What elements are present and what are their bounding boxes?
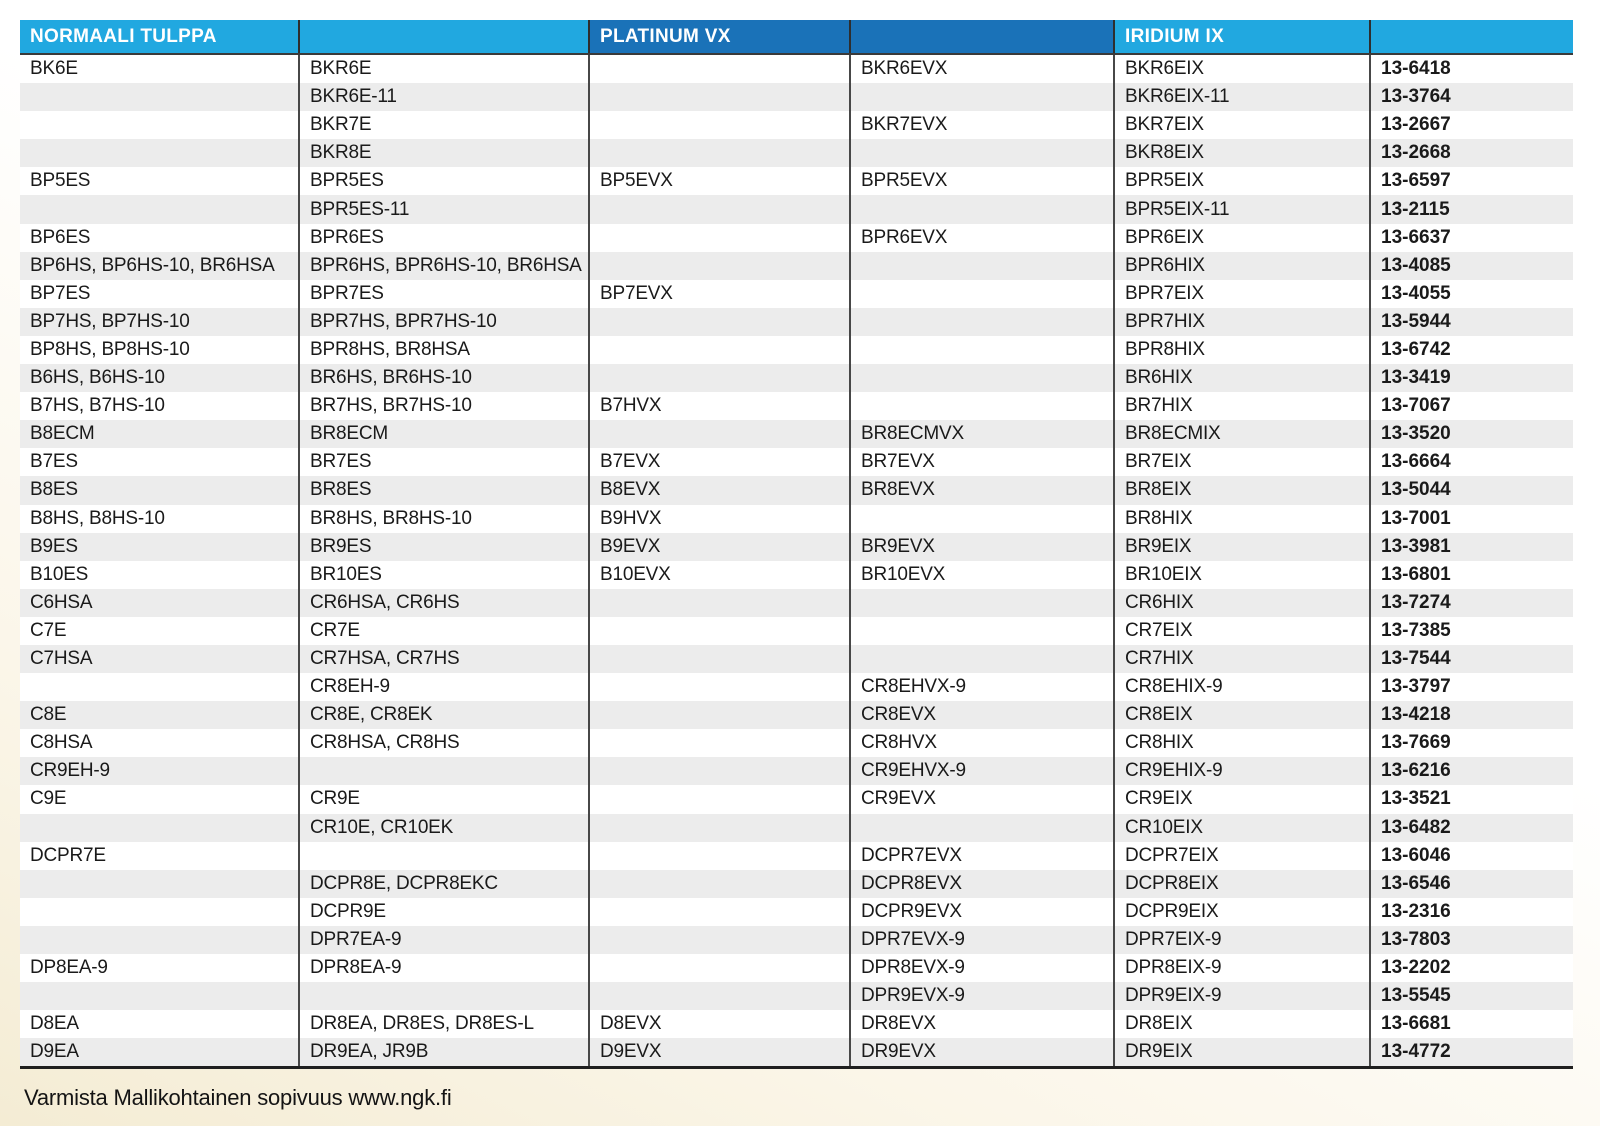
table-cell: BK6E: [20, 55, 300, 83]
table-cell: BKR8EIX: [1115, 139, 1371, 167]
table-cell: 13-5044: [1381, 479, 1451, 501]
table-cell: 13-2316: [1381, 900, 1451, 922]
table-cell: [851, 308, 1115, 336]
table-cell: DPR9EIX-9: [1115, 982, 1371, 1010]
table-cell: 13-6418: [1381, 58, 1451, 80]
table-cell: [851, 336, 1115, 364]
table-cell: [590, 83, 851, 111]
table-header-row: [20, 20, 1573, 55]
table-cell: BR7HS, BR7HS-10: [300, 392, 590, 420]
table-cell: BR8ES: [300, 476, 590, 504]
table-cell: C8HSA: [20, 729, 300, 757]
table-cell: [300, 982, 590, 1010]
table-cell: CR7HSA, CR7HS: [300, 645, 590, 673]
table-cell: DCPR8E, DCPR8EKC: [300, 870, 590, 898]
table-row: [20, 139, 1573, 167]
table-cell: 13-7001: [1381, 507, 1451, 529]
table-cell: 13-6742: [1381, 338, 1451, 360]
table-cell: [300, 842, 590, 870]
table-cell: CR8EH-9: [300, 673, 590, 701]
table-cell: [590, 814, 851, 842]
table-cell: BPR7HIX: [1115, 308, 1371, 336]
table-cell: BKR6EIX: [1115, 55, 1371, 83]
table-cell: DPR7EIX-9: [1115, 926, 1371, 954]
table-cell: D9EA: [20, 1038, 300, 1066]
table-cell: [590, 252, 851, 280]
table-cell: [20, 870, 300, 898]
table-cell: DPR7EVX-9: [851, 926, 1115, 954]
spark-plug-cross-reference-table: [20, 20, 1573, 1069]
table-cell: BP5EVX: [590, 167, 851, 195]
table-cell: [20, 139, 300, 167]
table-cell: BKR8E: [300, 139, 590, 167]
table-cell: BPR6EVX: [851, 224, 1115, 252]
table-row: [20, 645, 1573, 673]
table-row: [20, 448, 1573, 476]
table-cell: 13-2115: [1381, 198, 1450, 220]
table-cell: 13-7385: [1381, 619, 1451, 641]
table-cell: CR8HSA, CR8HS: [300, 729, 590, 757]
column-header-normaali-tulppa: NORMAALI TULPPA: [20, 20, 300, 53]
table-row: [20, 729, 1573, 757]
column-header-iridium-ix: IRIDIUM IX: [1115, 20, 1371, 53]
table-cell: BPR6EIX: [1115, 224, 1371, 252]
table-cell: BP7ES: [20, 280, 300, 308]
column-header-spacer-2: [851, 20, 1115, 53]
table-cell: [851, 645, 1115, 673]
table-cell: [590, 842, 851, 870]
table-cell: BPR5EIX-11: [1115, 195, 1371, 223]
table-cell: DCPR8EVX: [851, 870, 1115, 898]
table-cell: 13-3981: [1381, 535, 1451, 557]
table-cell: [590, 757, 851, 785]
table-cell: BKR6EVX: [851, 55, 1115, 83]
table-cell: CR9EHVX-9: [851, 757, 1115, 785]
table-cell: [20, 898, 300, 926]
table-cell: CR8E, CR8EK: [300, 701, 590, 729]
table-row: [20, 617, 1573, 645]
table-cell: [851, 505, 1115, 533]
table-cell: [851, 814, 1115, 842]
table-cell: [590, 898, 851, 926]
table-cell: D8EVX: [590, 1010, 851, 1038]
table-cell: BPR6HS, BPR6HS-10, BR6HSA: [300, 252, 590, 280]
table-cell: CR9EVX: [851, 785, 1115, 813]
table-cell: B8HS, B8HS-10: [20, 505, 300, 533]
table-cell: D9EVX: [590, 1038, 851, 1066]
table-cell: BP7EVX: [590, 280, 851, 308]
table-cell: BPR5ES: [300, 167, 590, 195]
table-cell: DCPR9EIX: [1115, 898, 1371, 926]
table-cell: 13-3520: [1381, 423, 1451, 445]
table-cell: CR8EHVX-9: [851, 673, 1115, 701]
table-cell: [20, 814, 300, 842]
table-cell: [590, 364, 851, 392]
footer-note: Varmista Mallikohtainen sopivuus www.ngk.fi: [24, 1085, 452, 1110]
table-cell: 13-2202: [1381, 957, 1451, 979]
table-cell: CR8HIX: [1115, 729, 1371, 757]
table-row: [20, 533, 1573, 561]
table-cell: 13-4055: [1381, 282, 1451, 304]
table-cell: B9ES: [20, 533, 300, 561]
table-cell: C6HSA: [20, 589, 300, 617]
column-header-spacer-1: [300, 20, 590, 53]
table-cell: BP6ES: [20, 224, 300, 252]
table-cell: BR10ES: [300, 561, 590, 589]
table-cell: BR9EVX: [851, 533, 1115, 561]
table-cell: 13-6046: [1381, 844, 1451, 866]
table-cell: [590, 982, 851, 1010]
table-cell: DPR8EIX-9: [1115, 954, 1371, 982]
table-cell: [851, 589, 1115, 617]
table-cell: [20, 673, 300, 701]
table-cell: [590, 55, 851, 83]
table-row: [20, 195, 1573, 223]
table-row: [20, 476, 1573, 504]
table-cell: BP7HS, BP7HS-10: [20, 308, 300, 336]
table-cell: [590, 870, 851, 898]
table-cell: BKR7EIX: [1115, 111, 1371, 139]
table-cell: BP5ES: [20, 167, 300, 195]
table-cell: BR8EVX: [851, 476, 1115, 504]
table-cell: BPR7EIX: [1115, 280, 1371, 308]
table-cell: BKR7E: [300, 111, 590, 139]
table-cell: [590, 111, 851, 139]
table-cell: 13-2667: [1381, 114, 1451, 136]
table-cell: BP6HS, BP6HS-10, BR6HSA: [20, 252, 300, 280]
table-cell: CR7E: [300, 617, 590, 645]
table-cell: B10EVX: [590, 561, 851, 589]
table-cell: BR6HS, BR6HS-10: [300, 364, 590, 392]
table-cell: DPR8EVX-9: [851, 954, 1115, 982]
table-cell: BR9EIX: [1115, 533, 1371, 561]
table-cell: CR7EIX: [1115, 617, 1371, 645]
table-cell: BR8ECMVX: [851, 420, 1115, 448]
table-cell: [20, 982, 300, 1010]
table-cell: [590, 673, 851, 701]
table-cell: 13-7067: [1381, 395, 1451, 417]
table-cell: BR7EIX: [1115, 448, 1371, 476]
table-cell: BPR7HS, BPR7HS-10: [300, 308, 590, 336]
table-cell: 13-3764: [1381, 86, 1451, 108]
table-row: [20, 420, 1573, 448]
table-cell: 13-6681: [1381, 1013, 1451, 1035]
table-cell: [300, 757, 590, 785]
table-cell: 13-7274: [1381, 591, 1451, 613]
table-cell: DR9EVX: [851, 1038, 1115, 1066]
table-cell: DCPR7EVX: [851, 842, 1115, 870]
table-row: [20, 589, 1573, 617]
table-cell: BPR8HS, BR8HSA: [300, 336, 590, 364]
column-header-spacer-3: [1371, 20, 1573, 53]
table-cell: [20, 926, 300, 954]
table-row: [20, 111, 1573, 139]
table-cell: [851, 252, 1115, 280]
table-cell: CR8EVX: [851, 701, 1115, 729]
table-cell: [590, 617, 851, 645]
table-cell: B8EVX: [590, 476, 851, 504]
table-row: [20, 785, 1573, 813]
table-row: [20, 224, 1573, 252]
table-cell: CR8EHIX-9: [1115, 673, 1371, 701]
table-cell: 13-6597: [1381, 170, 1451, 192]
table-cell: [590, 645, 851, 673]
table-cell: BR8ECM: [300, 420, 590, 448]
table-cell: DR8EIX: [1115, 1010, 1371, 1038]
table-cell: [590, 336, 851, 364]
table-row: [20, 505, 1573, 533]
table-cell: DPR7EA-9: [300, 926, 590, 954]
table-row: [20, 83, 1573, 111]
table-cell: 13-3521: [1381, 788, 1451, 810]
table-row: [20, 842, 1573, 870]
table-cell: [20, 111, 300, 139]
table-cell: B7HS, B7HS-10: [20, 392, 300, 420]
table-cell: [590, 139, 851, 167]
table-cell: CR10EIX: [1115, 814, 1371, 842]
column-header-platinum-vx: PLATINUM VX: [590, 20, 851, 53]
table-cell: BPR5ES-11: [300, 195, 590, 223]
table-cell: [590, 729, 851, 757]
table-cell: CR9E: [300, 785, 590, 813]
table-cell: BR7EVX: [851, 448, 1115, 476]
table-cell: DR8EVX: [851, 1010, 1115, 1038]
table-cell: BPR7ES: [300, 280, 590, 308]
table-cell: 13-6216: [1381, 760, 1451, 782]
table-cell: CR9EIX: [1115, 785, 1371, 813]
table-cell: 13-3419: [1381, 367, 1451, 389]
table-cell: 13-5545: [1381, 985, 1451, 1007]
table-cell: BPR8HIX: [1115, 336, 1371, 364]
table-cell: BPR5EIX: [1115, 167, 1371, 195]
table-cell: BP8HS, BP8HS-10: [20, 336, 300, 364]
table-cell: 13-7544: [1381, 648, 1451, 670]
table-cell: BKR6E-11: [300, 83, 590, 111]
table-row: [20, 280, 1573, 308]
table-cell: 13-6546: [1381, 872, 1451, 894]
table-cell: DPR8EA-9: [300, 954, 590, 982]
table-cell: BKR6EIX-11: [1115, 83, 1371, 111]
table-cell: 13-6801: [1381, 563, 1451, 585]
table-cell: DCPR9EVX: [851, 898, 1115, 926]
table-cell: DR9EA, JR9B: [300, 1038, 590, 1066]
table-cell: [851, 280, 1115, 308]
table-cell: B7ES: [20, 448, 300, 476]
table-row: [20, 757, 1573, 785]
table-cell: 13-5944: [1381, 310, 1451, 332]
table-cell: B7HVX: [590, 392, 851, 420]
table-cell: CR8HVX: [851, 729, 1115, 757]
table-cell: [851, 617, 1115, 645]
table-cell: BR10EVX: [851, 561, 1115, 589]
table-row: [20, 561, 1573, 589]
table-cell: BR6HIX: [1115, 364, 1371, 392]
table-cell: B7EVX: [590, 448, 851, 476]
table-cell: [590, 926, 851, 954]
table-row: [20, 898, 1573, 926]
table-cell: 13-7669: [1381, 732, 1451, 754]
table-cell: DPR9EVX-9: [851, 982, 1115, 1010]
table-cell: BR8HIX: [1115, 505, 1371, 533]
table-cell: [851, 139, 1115, 167]
table-cell: CR7HIX: [1115, 645, 1371, 673]
table-cell: [851, 83, 1115, 111]
table-cell: CR6HIX: [1115, 589, 1371, 617]
table-cell: BR7HIX: [1115, 392, 1371, 420]
table-cell: BR8EIX: [1115, 476, 1371, 504]
table-row: [20, 1038, 1573, 1066]
table-row: [20, 252, 1573, 280]
table-cell: [590, 785, 851, 813]
table-cell: BR8ECMIX: [1115, 420, 1371, 448]
table-row: [20, 870, 1573, 898]
table-cell: B10ES: [20, 561, 300, 589]
table-cell: [590, 589, 851, 617]
table-cell: [851, 195, 1115, 223]
table-cell: BPR6ES: [300, 224, 590, 252]
table-cell: [590, 420, 851, 448]
table-cell: [20, 195, 300, 223]
table-cell: 13-2668: [1381, 142, 1451, 164]
table-cell: BKR6E: [300, 55, 590, 83]
table-row: [20, 982, 1573, 1010]
table-cell: CR9EH-9: [20, 757, 300, 785]
table-cell: DCPR7EIX: [1115, 842, 1371, 870]
table-row: [20, 55, 1573, 83]
table-cell: [590, 224, 851, 252]
table-cell: 13-6664: [1381, 451, 1451, 473]
table-cell: BR7ES: [300, 448, 590, 476]
table-cell: [851, 392, 1115, 420]
table-row: [20, 167, 1573, 195]
table-cell: BPR5EVX: [851, 167, 1115, 195]
table-cell: BR8HS, BR8HS-10: [300, 505, 590, 533]
table-cell: [20, 83, 300, 111]
table-cell: [851, 364, 1115, 392]
table-cell: DR8EA, DR8ES, DR8ES-L: [300, 1010, 590, 1038]
table-cell: CR6HSA, CR6HS: [300, 589, 590, 617]
table-cell: CR9EHIX-9: [1115, 757, 1371, 785]
table-row: [20, 926, 1573, 954]
table-row: [20, 336, 1573, 364]
table-cell: 13-4085: [1381, 254, 1451, 276]
table-cell: C7E: [20, 617, 300, 645]
table-cell: DCPR8EIX: [1115, 870, 1371, 898]
table-cell: C8E: [20, 701, 300, 729]
table-cell: [590, 954, 851, 982]
table-cell: 13-3797: [1381, 676, 1451, 698]
table-cell: B6HS, B6HS-10: [20, 364, 300, 392]
table-cell: 13-4772: [1381, 1041, 1451, 1063]
table-cell: BR9ES: [300, 533, 590, 561]
table-cell: C7HSA: [20, 645, 300, 673]
table-cell: BR10EIX: [1115, 561, 1371, 589]
table-cell: DR9EIX: [1115, 1038, 1371, 1066]
table-cell: C9E: [20, 785, 300, 813]
table-body: [20, 55, 1573, 1069]
table-row: [20, 308, 1573, 336]
table-cell: 13-7803: [1381, 928, 1451, 950]
table-cell: [590, 308, 851, 336]
table-cell: B9HVX: [590, 505, 851, 533]
table-cell: D8EA: [20, 1010, 300, 1038]
table-cell: 13-6637: [1381, 226, 1451, 248]
table-cell: BPR6HIX: [1115, 252, 1371, 280]
table-cell: DCPR9E: [300, 898, 590, 926]
table-cell: B9EVX: [590, 533, 851, 561]
table-row: [20, 701, 1573, 729]
table-cell: BKR7EVX: [851, 111, 1115, 139]
table-cell: 13-4218: [1381, 704, 1451, 726]
table-cell: [590, 701, 851, 729]
table-row: [20, 364, 1573, 392]
table-cell: DP8EA-9: [20, 954, 300, 982]
table-row: [20, 954, 1573, 982]
table-cell: B8ES: [20, 476, 300, 504]
table-cell: DCPR7E: [20, 842, 300, 870]
table-row: [20, 814, 1573, 842]
table-cell: 13-6482: [1381, 816, 1451, 838]
table-cell: CR10E, CR10EK: [300, 814, 590, 842]
table-cell: [590, 195, 851, 223]
table-cell: CR8EIX: [1115, 701, 1371, 729]
table-cell: B8ECM: [20, 420, 300, 448]
table-row: [20, 392, 1573, 420]
table-row: [20, 673, 1573, 701]
table-row: [20, 1010, 1573, 1038]
